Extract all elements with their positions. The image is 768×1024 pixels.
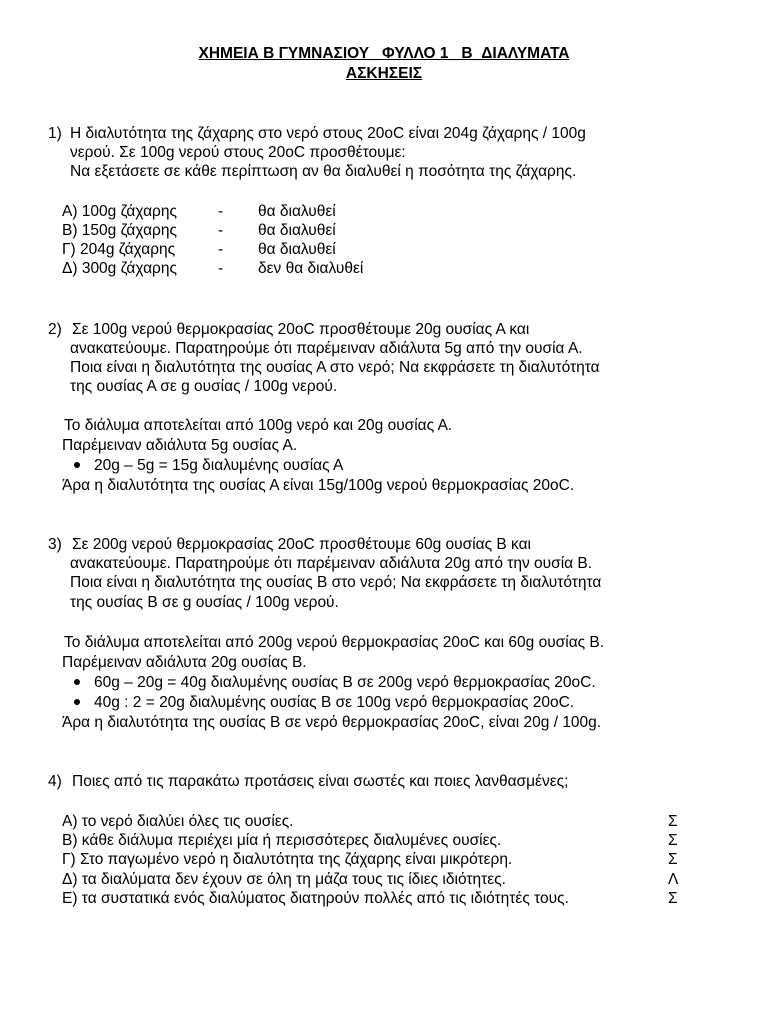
q1-option-label: Γ) 204g ζάχαρης [62, 241, 176, 258]
q4-mark: Σ [668, 813, 678, 830]
document-subtitle: ΑΣΚΗΣΕΙΣ [345, 65, 423, 82]
q1-option-result: θα διαλυθεί [258, 241, 336, 258]
q1-option-result: θα διαλυθεί [258, 203, 336, 220]
q4-question: Ποιες από τις παρακάτω προτάσεις είναι σωστές και ποιες λανθασμένες; [72, 773, 569, 790]
bullet-icon [74, 679, 80, 685]
q4-number: 4) [48, 773, 62, 790]
q3-line: Σε 200g νερού θερμοκρασίας 20oC προσθέτουμε 60g ουσίας Β και [72, 536, 531, 553]
q4-statement: Β) κάθε διάλυμα περιέχει μία ή περισσότερες διαλυμένες ουσίες. [62, 832, 502, 849]
q3-line: της ουσίας Β σε g ουσίας / 100g νερού. [70, 594, 339, 611]
q1-line: Η διαλυτότητα της ζάχαρης στο νερό στους 20oC είναι 204g ζάχαρης / 100g [70, 125, 586, 142]
q1-option-dash: - [218, 222, 224, 239]
q3-bullet-text: 40g : 2 = 20g διαλυμένης ουσίας Β σε 100g νερό θερμοκρασίας 20oC. [94, 694, 575, 711]
q4-statement: Γ) Στο παγωμένο νερό η διαλυτότητα της ζάχαρης είναι μικρότερη. [62, 851, 513, 868]
q3-conclusion: Άρα η διαλυτότητα της ουσίας Β σε νερό θερμοκρασίας 20oC, είναι 20g / 100g. [62, 714, 602, 731]
q3-answer-line: Παρέμειναν αδιάλυτα 20g ουσίας Β. [62, 654, 307, 671]
q1-line: Να εξετάσετε σε κάθε περίπτωση αν θα διαλυθεί η ποσότητα της ζάχαρης. [70, 163, 577, 180]
q2-conclusion: Άρα η διαλυτότητα της ουσίας Α είναι 15g/100g νερού θερμοκρασίας 20oC. [62, 477, 575, 494]
q4-mark: Λ [668, 871, 679, 888]
q3-line: ανακατεύουμε. Παρατηρούμε ότι παρέμειναν αδιάλυτα 20g από την ουσία Β. [70, 555, 593, 572]
q1-line: νερού. Σε 100g νερού στους 20oC προσθέτουμε: [70, 144, 406, 161]
q1-option-dash: - [218, 203, 224, 220]
q2-answer-line: Το διάλυμα αποτελείται από 100g νερό και 20g ουσίας Α. [64, 417, 453, 434]
q3-line: Ποια είναι η διαλυτότητα της ουσίας Β στο νερό; Να εκφράσετε τη διαλυτότητα [70, 574, 602, 591]
q2-number: 2) [48, 321, 62, 338]
q1-option-result: δεν θα διαλυθεί [258, 260, 364, 277]
q4-statement: Δ) τα διαλύματα δεν έχουν σε όλη τη μάζα τους τις ίδιες ιδιότητες. [62, 871, 506, 888]
q3-number: 3) [48, 536, 62, 553]
q4-mark: Σ [668, 832, 678, 849]
bullet-icon [74, 699, 80, 705]
document-title: ΧΗΜΕΙΑ Β ΓΥΜΝΑΣΙΟΥ_ ΦΥΛΛΟ 1_ Β_ΔΙΑΛΥΜΑΤΑ [198, 45, 570, 62]
q3-answer-line: Το διάλυμα αποτελείται από 200g νερού θερμοκρασίας 20oC και 60g ουσίας Β. [64, 634, 605, 651]
q2-line: της ουσίας Α σε g ουσίας / 100g νερού. [70, 378, 338, 395]
q1-option-dash: - [218, 241, 224, 258]
q2-line: ανακατεύουμε. Παρατηρούμε ότι παρέμειναν αδιάλυτα 5g από την ουσία Α. [70, 340, 583, 357]
q2-line: Σε 100g νερού θερμοκρασίας 20oC προσθέτουμε 20g ουσίας Α και [72, 321, 530, 338]
q2-bullet-text: 20g – 5g = 15g διαλυμένης ουσίας Α [94, 457, 344, 474]
q1-option-label: Α) 100g ζάχαρης [62, 203, 177, 220]
q4-mark: Σ [668, 890, 678, 907]
q1-option-result: θα διαλυθεί [258, 222, 336, 239]
q1-option-dash: - [218, 260, 224, 277]
q4-statement: Ε) τα συστατικά ενός διαλύματος διατηρούν πολλές από τις ιδιότητές τους. [62, 890, 569, 907]
q1-number: 1) [48, 125, 62, 142]
q2-line: Ποια είναι η διαλυτότητα της ουσίας Α στο νερό; Να εκφράσετε τη διαλυτότητα [70, 359, 600, 376]
q1-option-label: Β) 150g ζάχαρης [62, 222, 177, 239]
q3-bullet-text: 60g – 20g = 40g διαλυμένης ουσίας Β σε 200g νερό θερμοκρασίας 20oC. [94, 674, 596, 691]
q4-statement: Α) το νερό διαλύει όλες τις ουσίες. [62, 813, 294, 830]
bullet-icon [74, 462, 80, 468]
q2-answer-line: Παρέμειναν αδιάλυτα 5g ουσίας Α. [62, 437, 298, 454]
q4-mark: Σ [668, 851, 678, 868]
q1-option-label: Δ) 300g ζάχαρης [62, 260, 177, 277]
